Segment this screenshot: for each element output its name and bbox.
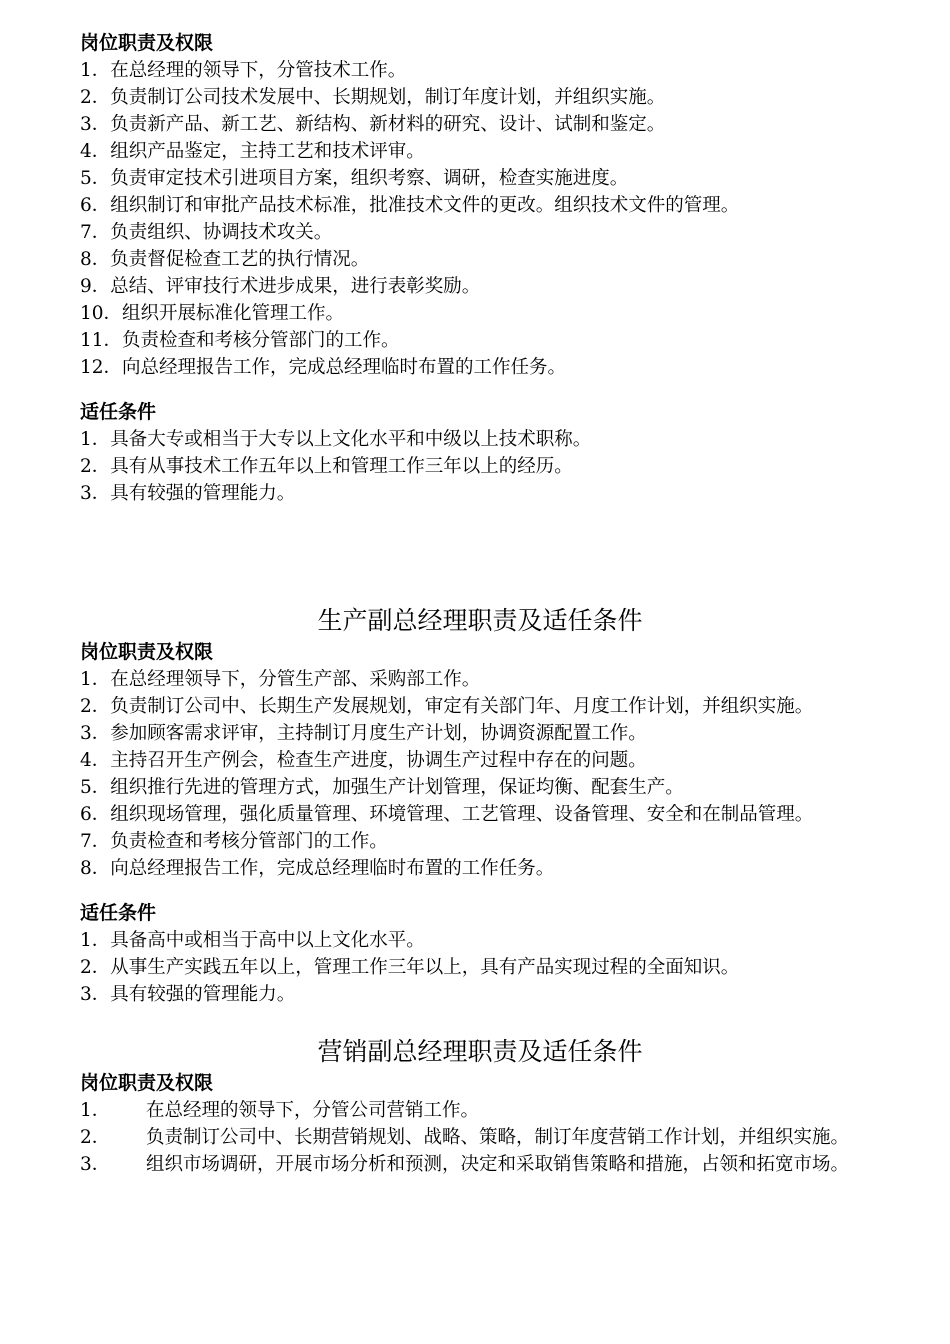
item-number: 2． bbox=[80, 1127, 111, 1148]
item-text: 总结、评审技行术进步成果，进行表彰奖励。 bbox=[110, 276, 481, 297]
list-item bbox=[80, 1124, 880, 1151]
list-item bbox=[80, 747, 880, 774]
list-item bbox=[80, 1097, 880, 1124]
list-item bbox=[80, 327, 880, 354]
item-number: 7． bbox=[80, 831, 111, 852]
section-production bbox=[80, 603, 880, 1008]
item-text: 在总经理的领导下，分管公司营销工作。 bbox=[146, 1100, 480, 1121]
item-number: 3． bbox=[80, 723, 111, 744]
list-item bbox=[80, 666, 880, 693]
section-title: 营销副总经理职责及适任条件 bbox=[317, 1037, 643, 1066]
item-text: 主持召开生产例会，检查生产进度，协调生产过程中存在的问题。 bbox=[110, 750, 647, 771]
qualifications-heading: 适任条件 bbox=[80, 401, 157, 423]
item-number: 3． bbox=[80, 1154, 111, 1175]
list-item bbox=[80, 480, 880, 507]
item-number: 2． bbox=[80, 957, 111, 978]
item-text: 参加顾客需求评审，主持制订月度生产计划，协调资源配置工作。 bbox=[110, 723, 647, 744]
item-number: 10． bbox=[80, 303, 123, 324]
item-text: 组织开展标准化管理工作。 bbox=[122, 303, 345, 324]
list-item bbox=[80, 354, 880, 381]
item-text: 在总经理领导下，分管生产部、采购部工作。 bbox=[110, 669, 481, 690]
item-number: 5． bbox=[80, 168, 111, 189]
list-item bbox=[80, 138, 880, 165]
item-text: 负责新产品、新工艺、新结构、新材料的研究、设计、试制和鉴定。 bbox=[110, 114, 666, 135]
list-item bbox=[80, 855, 880, 882]
duties-heading: 岗位职责及权限 bbox=[80, 1072, 214, 1094]
item-text: 具有较强的管理能力。 bbox=[110, 984, 296, 1005]
list-item bbox=[80, 927, 880, 954]
item-number: 7． bbox=[80, 222, 111, 243]
duties-heading: 岗位职责及权限 bbox=[80, 32, 214, 54]
list-item bbox=[80, 219, 880, 246]
item-text: 组织推行先进的管理方式，加强生产计划管理，保证均衡、配套生产。 bbox=[110, 777, 684, 798]
item-text: 向总经理报告工作，完成总经理临时布置的工作任务。 bbox=[122, 357, 567, 378]
item-text: 负责检查和考核分管部门的工作。 bbox=[110, 831, 388, 852]
list-item bbox=[80, 774, 880, 801]
item-text: 组织制订和审批产品技术标准，批准技术文件的更改。组织技术文件的管理。 bbox=[110, 195, 740, 216]
item-text: 负责组织、协调技术攻关。 bbox=[110, 222, 333, 243]
item-text: 组织现场管理，强化质量管理、环境管理、工艺管理、设备管理、安全和在制品管理。 bbox=[110, 804, 814, 825]
item-number: 6． bbox=[80, 804, 111, 825]
list-item bbox=[80, 192, 880, 219]
item-number: 1． bbox=[80, 669, 111, 690]
list-item bbox=[80, 453, 880, 480]
item-number: 9． bbox=[80, 276, 111, 297]
duties-list bbox=[80, 1097, 880, 1178]
list-item bbox=[80, 246, 880, 273]
item-number: 1． bbox=[80, 1100, 111, 1121]
list-item bbox=[80, 165, 880, 192]
item-number: 11． bbox=[80, 330, 123, 351]
list-item bbox=[80, 801, 880, 828]
item-text: 负责制订公司中、长期营销规划、战略、策略，制订年度营销工作计划，并组织实施。 bbox=[146, 1127, 850, 1148]
item-text: 在总经理的领导下，分管技术工作。 bbox=[110, 60, 407, 81]
section-technical bbox=[80, 30, 880, 507]
item-text: 负责制订公司中、长期生产发展规划，审定有关部门年、月度工作计划，并组织实施。 bbox=[110, 696, 814, 717]
list-item bbox=[80, 1151, 880, 1178]
list-item bbox=[80, 426, 880, 453]
item-number: 2． bbox=[80, 696, 111, 717]
item-number: 8． bbox=[80, 858, 111, 879]
item-number: 3． bbox=[80, 984, 111, 1005]
list-item bbox=[80, 693, 880, 720]
qualifications-list bbox=[80, 927, 880, 1008]
item-text: 组织产品鉴定，主持工艺和技术评审。 bbox=[110, 141, 425, 162]
section-title: 生产副总经理职责及适任条件 bbox=[317, 606, 643, 635]
list-item bbox=[80, 981, 880, 1008]
item-text: 负责审定技术引进项目方案，组织考察、调研，检查实施进度。 bbox=[110, 168, 629, 189]
item-number: 2． bbox=[80, 87, 111, 108]
item-number: 1． bbox=[80, 930, 111, 951]
duties-list bbox=[80, 666, 880, 882]
item-text: 负责督促检查工艺的执行情况。 bbox=[110, 249, 370, 270]
list-item bbox=[80, 954, 880, 981]
list-item bbox=[80, 111, 880, 138]
item-number: 1． bbox=[80, 429, 111, 450]
list-item bbox=[80, 84, 880, 111]
item-text: 从事生产实践五年以上，管理工作三年以上，具有产品实现过程的全面知识。 bbox=[110, 957, 740, 978]
item-text: 具有从事技术工作五年以上和管理工作三年以上的经历。 bbox=[110, 456, 573, 477]
qualifications-heading: 适任条件 bbox=[80, 902, 157, 924]
item-number: 3． bbox=[80, 114, 111, 135]
item-text: 具备大专或相当于大专以上文化水平和中级以上技术职称。 bbox=[110, 429, 592, 450]
qualifications-list bbox=[80, 426, 880, 507]
list-item bbox=[80, 273, 880, 300]
item-number: 5． bbox=[80, 777, 111, 798]
item-text: 组织市场调研，开展市场分析和预测，决定和采取销售策略和措施，占领和拓宽市场。 bbox=[146, 1154, 850, 1175]
section-marketing bbox=[80, 1034, 880, 1178]
item-number: 8． bbox=[80, 249, 111, 270]
item-number: 4． bbox=[80, 141, 111, 162]
list-item bbox=[80, 57, 880, 84]
list-item bbox=[80, 828, 880, 855]
list-item bbox=[80, 300, 880, 327]
item-number: 3． bbox=[80, 483, 111, 504]
item-text: 负责制订公司技术发展中、长期规划，制订年度计划，并组织实施。 bbox=[110, 87, 666, 108]
item-text: 具有较强的管理能力。 bbox=[110, 483, 296, 504]
item-text: 具备高中或相当于高中以上文化水平。 bbox=[110, 930, 425, 951]
list-item bbox=[80, 720, 880, 747]
duties-heading: 岗位职责及权限 bbox=[80, 641, 214, 663]
document-page bbox=[80, 30, 880, 1178]
duties-list bbox=[80, 57, 880, 381]
item-number: 6． bbox=[80, 195, 111, 216]
item-text: 负责检查和考核分管部门的工作。 bbox=[122, 330, 400, 351]
item-text: 向总经理报告工作，完成总经理临时布置的工作任务。 bbox=[110, 858, 555, 879]
item-number: 2． bbox=[80, 456, 111, 477]
item-number: 1． bbox=[80, 60, 111, 81]
item-number: 12． bbox=[80, 357, 123, 378]
item-number: 4． bbox=[80, 750, 111, 771]
